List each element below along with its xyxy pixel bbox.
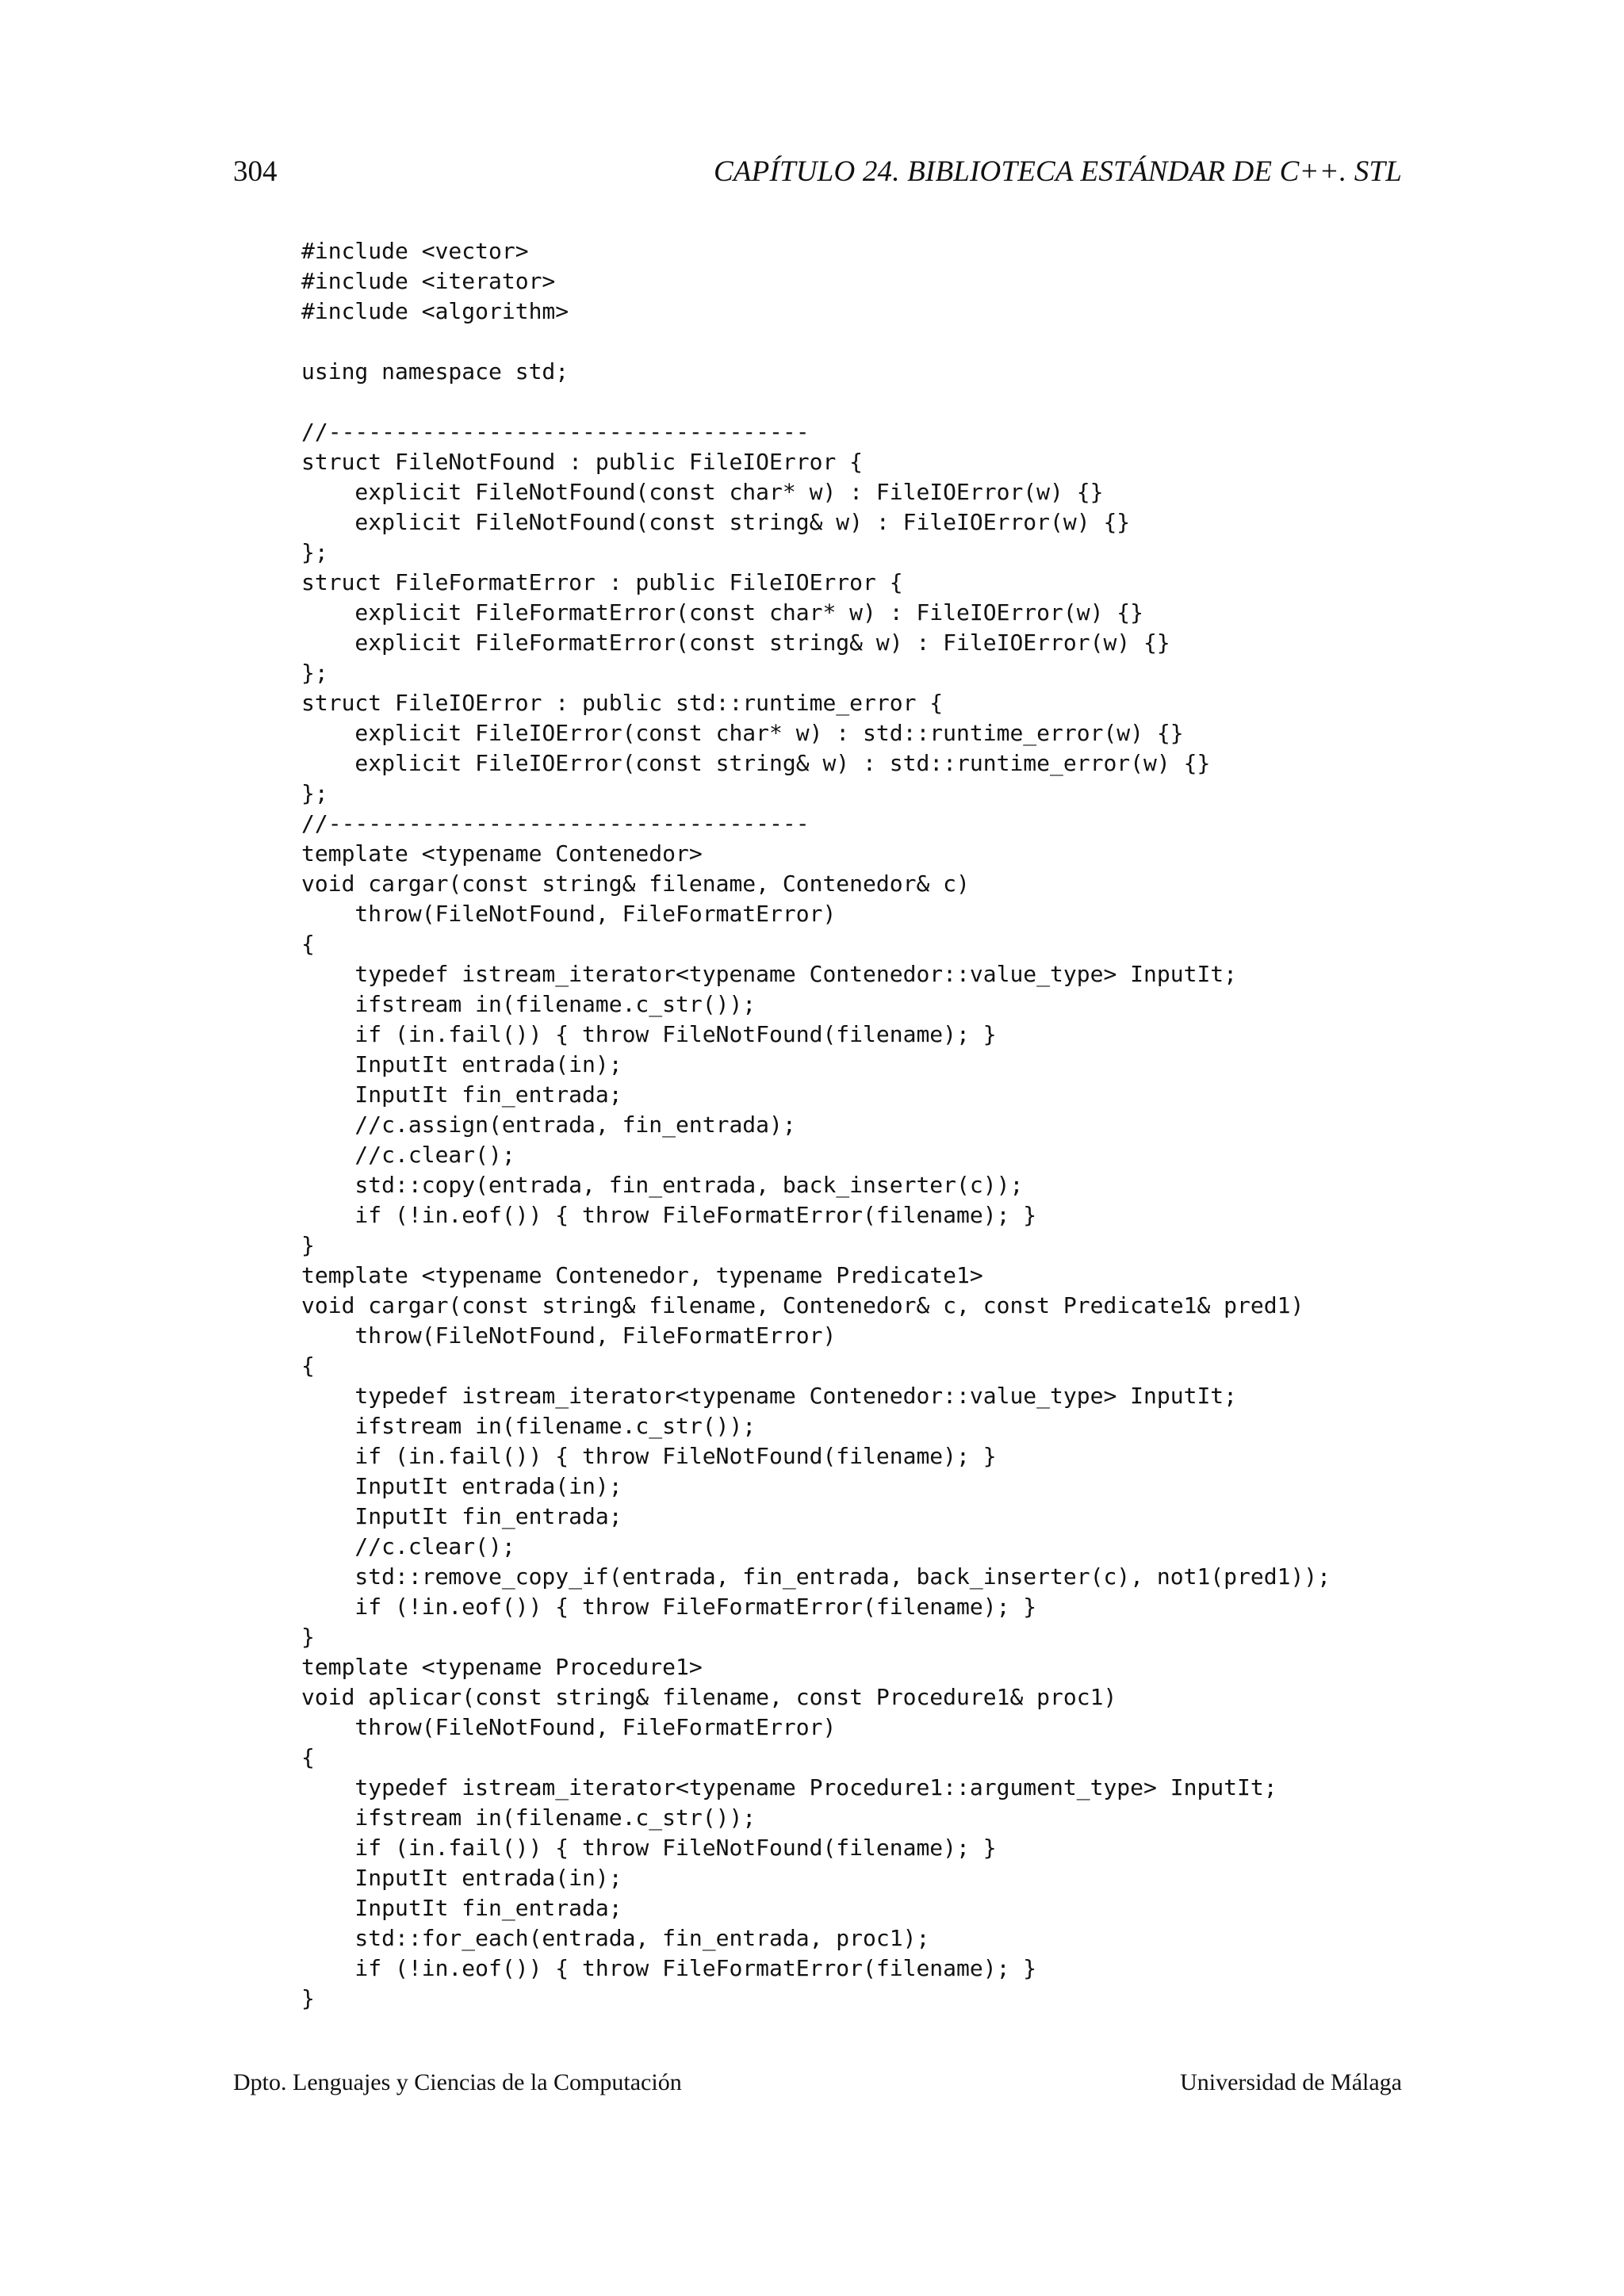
code-line: typedef istream_iterator<typename Procedure1::argument_type> InputIt; bbox=[301, 1774, 1277, 1800]
code-line: explicit FileFormatError(const char* w) : FileIOError(w) {} bbox=[301, 599, 1144, 626]
code-line: ifstream in(filename.c_str()); bbox=[301, 1413, 756, 1439]
code-line: void cargar(const string& filename, Contenedor& c) bbox=[301, 871, 970, 897]
code-line: std::remove_copy_if(entrada, fin_entrada, back_inserter(c), not1(pred1)); bbox=[301, 1563, 1331, 1590]
code-line: std::for_each(entrada, fin_entrada, proc1); bbox=[301, 1925, 930, 1951]
code-line: if (!in.eof()) { throw FileFormatError(filename); } bbox=[301, 1594, 1037, 1620]
code-line: explicit FileNotFound(const string& w) : FileIOError(w) {} bbox=[301, 509, 1131, 535]
code-line: using namespace std; bbox=[301, 358, 569, 385]
code-line: InputIt entrada(in); bbox=[301, 1865, 622, 1891]
code-line: void cargar(const string& filename, Contenedor& c, const Predicate1& pred1) bbox=[301, 1292, 1304, 1318]
code-line: if (in.fail()) { throw FileNotFound(filename); } bbox=[301, 1835, 997, 1861]
code-line: ifstream in(filename.c_str()); bbox=[301, 991, 756, 1017]
code-line bbox=[301, 327, 1331, 357]
page-footer bbox=[233, 2069, 1402, 2104]
code-line: { bbox=[301, 1744, 315, 1770]
code-line: }; bbox=[301, 539, 328, 565]
code-line: InputIt fin_entrada; bbox=[301, 1503, 622, 1529]
code-line: typedef istream_iterator<typename Contenedor::value_type> InputIt; bbox=[301, 961, 1238, 987]
code-line: explicit FileIOError(const string& w) : std::runtime_error(w) {} bbox=[301, 750, 1211, 776]
code-line: template <typename Contenedor, typename Predicate1> bbox=[301, 1262, 983, 1288]
code-line: if (in.fail()) { throw FileNotFound(filename); } bbox=[301, 1443, 997, 1469]
code-line: InputIt entrada(in); bbox=[301, 1473, 622, 1499]
code-line: #include <vector> bbox=[301, 238, 529, 264]
code-line: explicit FileNotFound(const char* w) : FileIOError(w) {} bbox=[301, 479, 1104, 505]
footer-university: Universidad de Málaga bbox=[1180, 2069, 1402, 2095]
code-line: explicit FileFormatError(const string& w) : FileIOError(w) {} bbox=[301, 629, 1170, 656]
code-line: //c.clear(); bbox=[301, 1142, 515, 1168]
code-line: if (in.fail()) { throw FileNotFound(filename); } bbox=[301, 1021, 997, 1047]
code-line: InputIt entrada(in); bbox=[301, 1051, 622, 1077]
chapter-title: CAPÍTULO 24. BIBLIOTECA ESTÁNDAR DE C++. STL bbox=[713, 155, 1402, 188]
code-line: }; bbox=[301, 780, 328, 806]
code-line: #include <iterator> bbox=[301, 268, 556, 294]
code-line: if (!in.eof()) { throw FileFormatError(filename); } bbox=[301, 1955, 1037, 1981]
code-line: struct FileFormatError : public FileIOError { bbox=[301, 569, 903, 595]
code-line: #include <algorithm> bbox=[301, 298, 569, 324]
code-line: //c.assign(entrada, fin_entrada); bbox=[301, 1112, 796, 1138]
code-line: } bbox=[301, 1232, 315, 1258]
code-listing bbox=[301, 236, 1331, 2014]
code-line: //------------------------------------ bbox=[301, 810, 810, 836]
code-line: template <typename Contenedor> bbox=[301, 840, 703, 867]
page-number: 304 bbox=[233, 155, 278, 188]
code-line: } bbox=[301, 1985, 315, 2011]
code-line: if (!in.eof()) { throw FileFormatError(filename); } bbox=[301, 1202, 1037, 1228]
code-line: throw(FileNotFound, FileFormatError) bbox=[301, 901, 837, 927]
code-line: InputIt fin_entrada; bbox=[301, 1895, 622, 1921]
code-line: } bbox=[301, 1624, 315, 1650]
code-line: //------------------------------------ bbox=[301, 419, 810, 445]
code-line: typedef istream_iterator<typename Contenedor::value_type> InputIt; bbox=[301, 1383, 1238, 1409]
code-line: struct FileIOError : public std::runtime_error { bbox=[301, 690, 944, 716]
code-line: { bbox=[301, 1353, 315, 1379]
code-line: //c.clear(); bbox=[301, 1533, 515, 1559]
code-line: throw(FileNotFound, FileFormatError) bbox=[301, 1322, 837, 1349]
footer-department: Dpto. Lenguajes y Ciencias de la Computación bbox=[233, 2069, 682, 2095]
code-line bbox=[301, 387, 1331, 417]
code-line: }; bbox=[301, 660, 328, 686]
code-line: InputIt fin_entrada; bbox=[301, 1081, 622, 1108]
code-line: void aplicar(const string& filename, const Procedure1& proc1) bbox=[301, 1684, 1117, 1710]
code-line: ifstream in(filename.c_str()); bbox=[301, 1804, 756, 1831]
code-line: struct FileNotFound : public FileIOError { bbox=[301, 449, 864, 475]
code-line: std::copy(entrada, fin_entrada, back_inserter(c)); bbox=[301, 1172, 1024, 1198]
code-line: template <typename Procedure1> bbox=[301, 1654, 703, 1680]
code-line: throw(FileNotFound, FileFormatError) bbox=[301, 1714, 837, 1740]
page-header bbox=[233, 155, 1402, 194]
code-line: explicit FileIOError(const char* w) : std::runtime_error(w) {} bbox=[301, 720, 1184, 746]
code-line: { bbox=[301, 931, 315, 957]
